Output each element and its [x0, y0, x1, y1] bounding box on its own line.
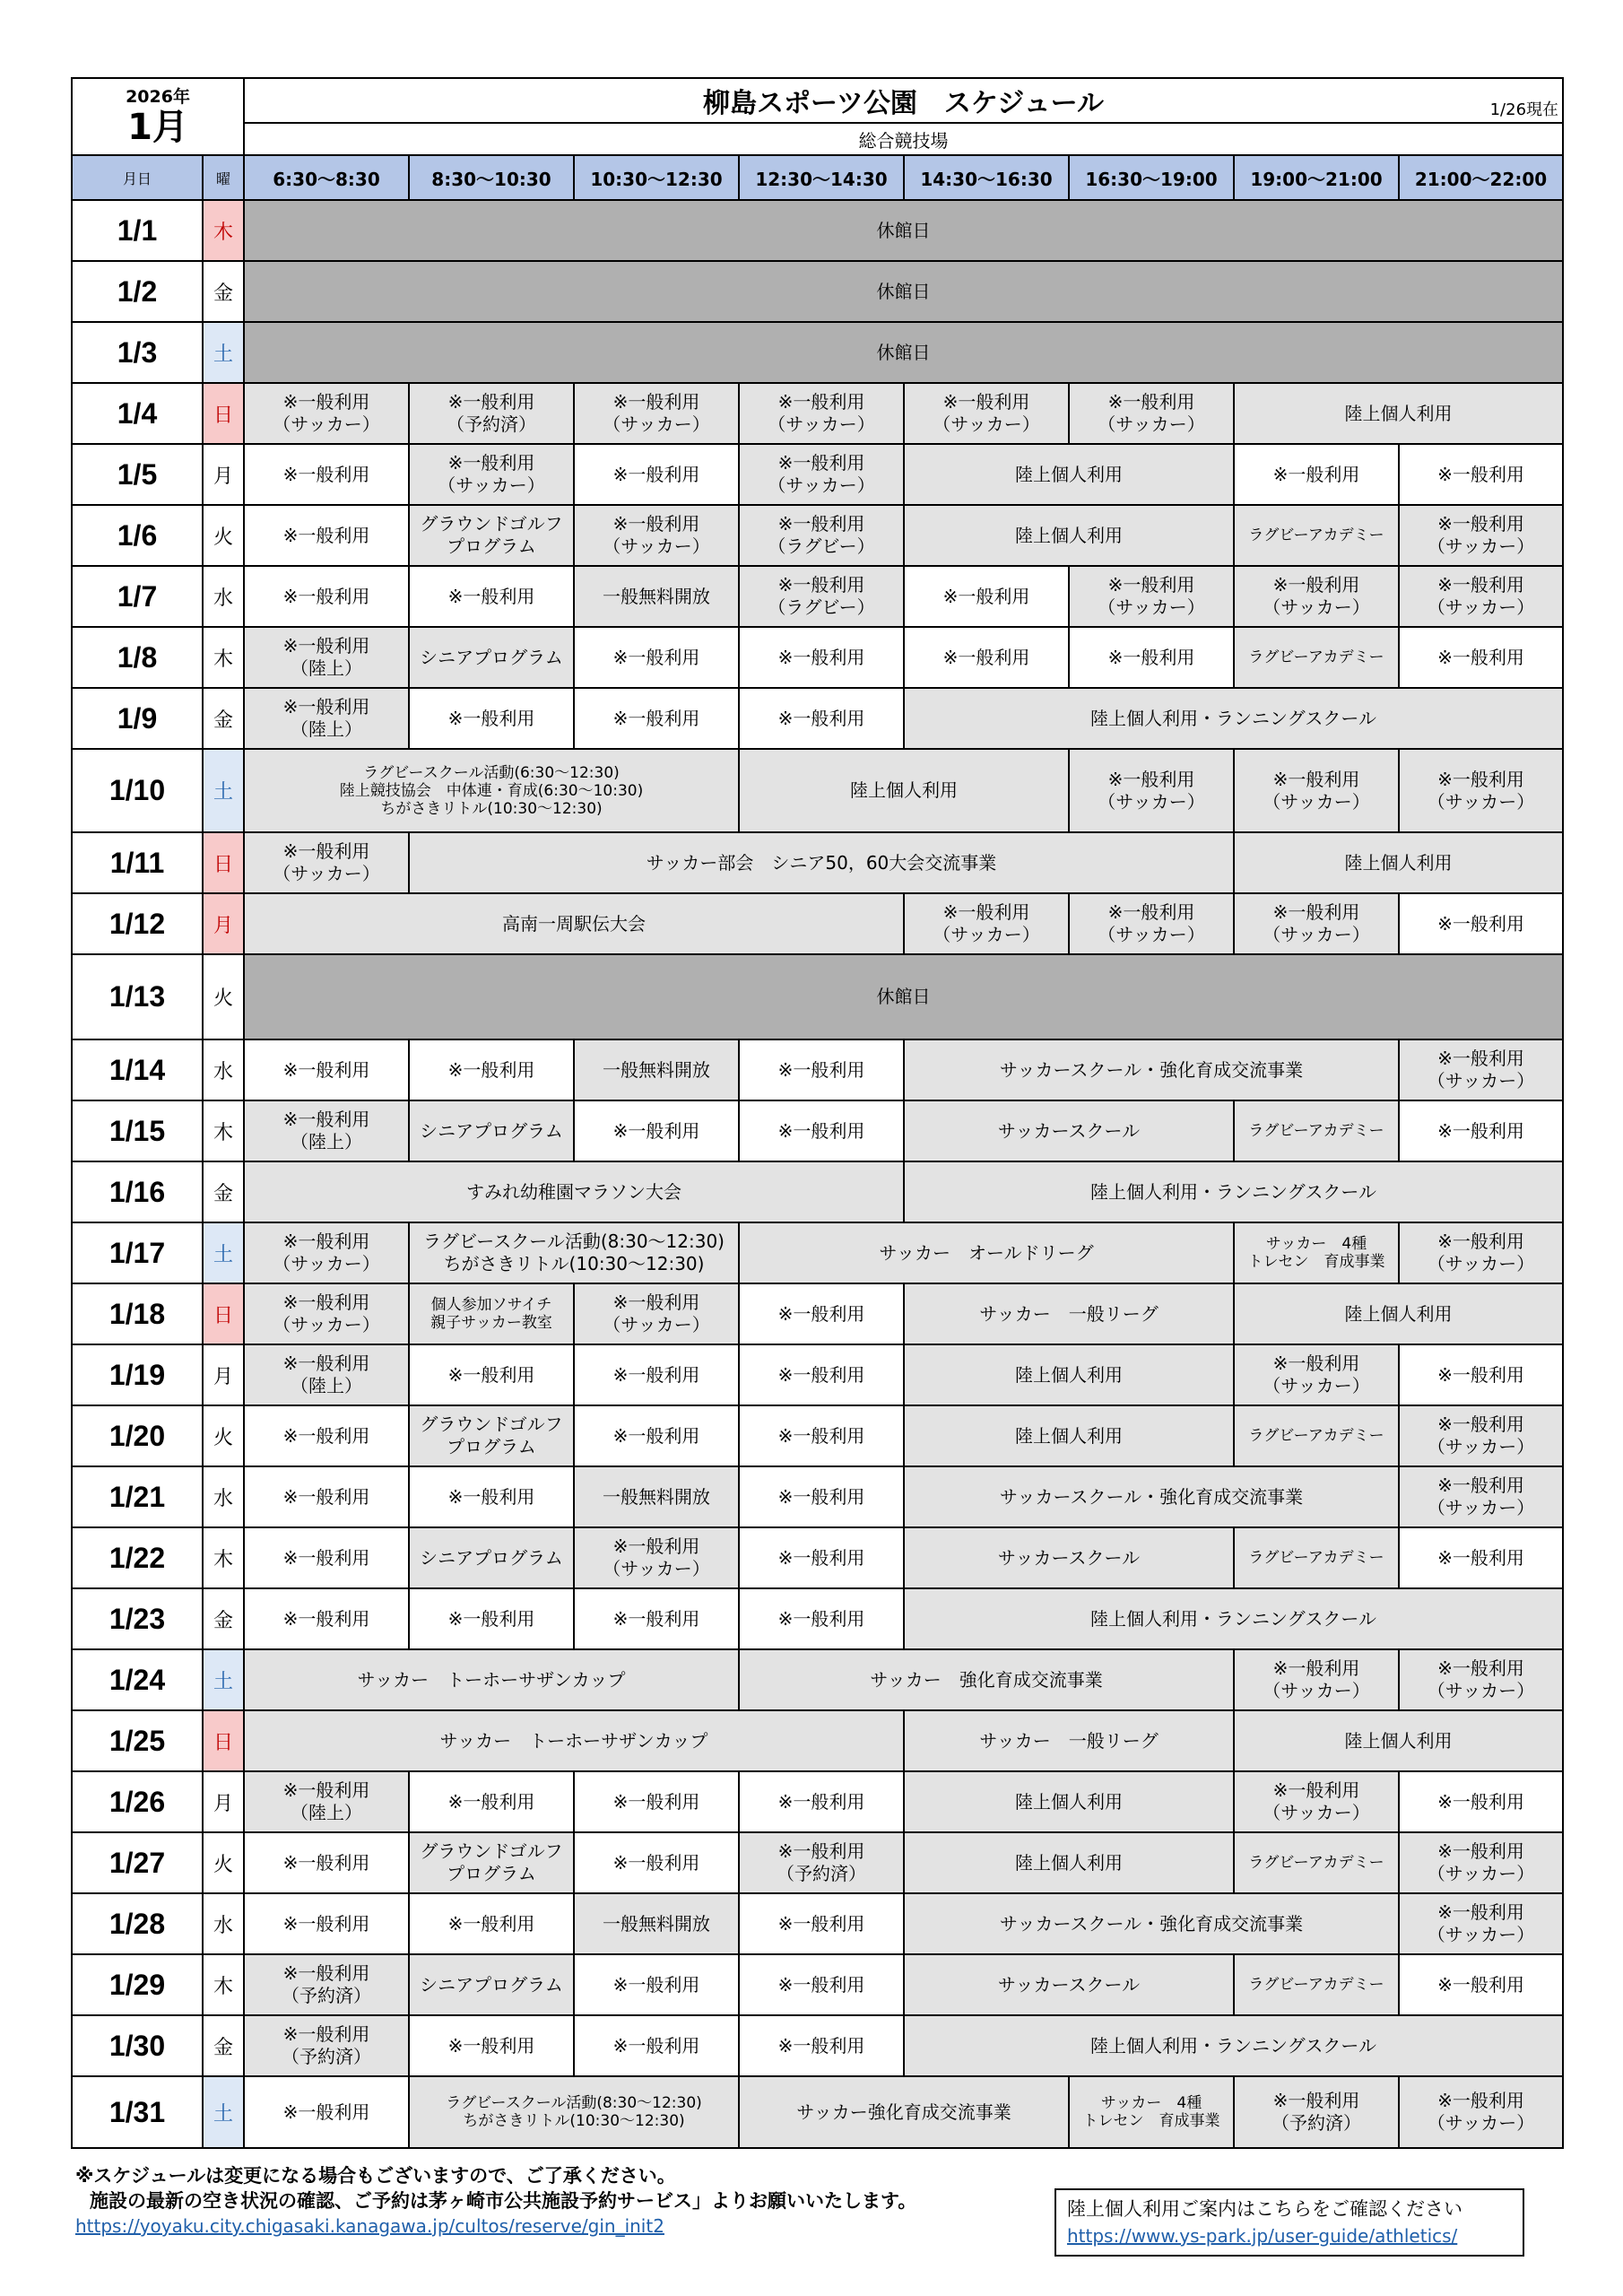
schedule-slot: ラグビースクール活動(8:30～12:30) ちがさきリトル(10:30～12:30): [409, 1222, 739, 1283]
date-cell: 1/20: [72, 1405, 203, 1466]
weekday-cell: 木: [203, 1527, 244, 1588]
weekday-cell: 木: [203, 200, 244, 261]
schedule-slot: グラウンドゴルフ プログラム: [409, 1405, 574, 1466]
col-header-time-6: 16:30～19:00: [1069, 155, 1234, 200]
schedule-slot: ※一般利用: [574, 1405, 739, 1466]
schedule-slot: シニアプログラム: [409, 1527, 574, 1588]
date-cell: 1/10: [72, 749, 203, 832]
schedule-slot: 陸上個人利用: [1234, 1710, 1563, 1771]
schedule-row: [72, 1771, 1563, 1832]
schedule-slot: ※一般利用 （サッカー）: [1069, 749, 1234, 832]
schedule-row: [72, 893, 1563, 954]
schedule-slot: ※一般利用: [1069, 627, 1234, 688]
schedule-slot: ※一般利用 （サッカー）: [1399, 1039, 1563, 1100]
schedule-slot: ※一般利用: [574, 688, 739, 749]
weekday-cell: 月: [203, 444, 244, 505]
schedule-slot: ※一般利用 （サッカー）: [244, 383, 409, 444]
schedule-slot: ※一般利用 （サッカー）: [1399, 1405, 1563, 1466]
schedule-row: [72, 1100, 1563, 1161]
schedule-slot: 陸上個人利用: [904, 1771, 1234, 1832]
schedule-slot: ※一般利用: [1234, 444, 1399, 505]
schedule-slot: ※一般利用: [739, 1466, 904, 1527]
schedule-slot: ※一般利用 （サッカー）: [1234, 566, 1399, 627]
schedule-row: [72, 200, 1563, 261]
schedule-slot: ※一般利用 （サッカー）: [1399, 749, 1563, 832]
date-cell: 1/17: [72, 1222, 203, 1283]
date-cell: 1/23: [72, 1588, 203, 1649]
schedule-row: [72, 1466, 1563, 1527]
schedule-slot: ラグビーアカデミー: [1234, 1527, 1399, 1588]
schedule-slot: サッカー 強化育成交流事業: [739, 1649, 1234, 1710]
schedule-slot: ※一般利用: [244, 1527, 409, 1588]
schedule-slot: シニアプログラム: [409, 1954, 574, 2015]
schedule-row: [72, 2076, 1563, 2148]
schedule-row: [72, 322, 1563, 383]
date-cell: 1/1: [72, 200, 203, 261]
month-label: 1月: [127, 107, 188, 148]
schedule-slot: ※一般利用: [739, 1893, 904, 1954]
date-cell: 1/13: [72, 954, 203, 1039]
schedule-slot: ※一般利用: [739, 1588, 904, 1649]
schedule-slot: グラウンドゴルフ プログラム: [409, 1832, 574, 1893]
schedule-row: [72, 1283, 1563, 1344]
weekday-cell: 木: [203, 1100, 244, 1161]
weekday-cell: 日: [203, 832, 244, 893]
schedule-slot: シニアプログラム: [409, 1100, 574, 1161]
schedule-slot: ※一般利用: [904, 566, 1069, 627]
athletics-guide-link[interactable]: https://www.ys-park.jp/user-guide/athletics/: [1067, 2225, 1458, 2247]
schedule-row: [72, 1039, 1563, 1100]
date-cell: 1/29: [72, 1954, 203, 2015]
schedule-row: [72, 1893, 1563, 1954]
schedule-slot: すみれ幼稚園マラソン大会: [244, 1161, 904, 1222]
schedule-slot: ※一般利用: [409, 1771, 574, 1832]
schedule-slot: ※一般利用 （サッカー）: [574, 505, 739, 566]
date-cell: 1/6: [72, 505, 203, 566]
schedule-slot: ※一般利用: [244, 1405, 409, 1466]
schedule-row: [72, 832, 1563, 893]
date-cell: 1/11: [72, 832, 203, 893]
schedule-slot: 陸上個人利用・ランニングスクール: [904, 1161, 1563, 1222]
weekday-cell: 水: [203, 1039, 244, 1100]
schedule-body: [72, 78, 1563, 2148]
athletics-info-text: 陸上個人利用ご案内はこちらをご確認ください: [1067, 2198, 1462, 2220]
weekday-cell: 木: [203, 1954, 244, 2015]
date-cell: 1/14: [72, 1039, 203, 1100]
schedule-slot: サッカースクール・強化育成交流事業: [904, 1466, 1399, 1527]
schedule-slot: 陸上個人利用: [1234, 832, 1563, 893]
schedule-slot: サッカー 4種 トレセン 育成事業: [1069, 2076, 1234, 2148]
schedule-slot: サッカースクール: [904, 1527, 1234, 1588]
schedule-slot: ※一般利用: [409, 1893, 574, 1954]
weekday-cell: 日: [203, 1283, 244, 1344]
column-header-row: [72, 155, 1563, 200]
col-header-time-3: 10:30～12:30: [574, 155, 739, 200]
weekday-cell: 日: [203, 1710, 244, 1771]
date-cell: 1/28: [72, 1893, 203, 1954]
date-cell: 1/5: [72, 444, 203, 505]
schedule-slot: ※一般利用: [574, 627, 739, 688]
schedule-slot: ※一般利用: [1399, 1771, 1563, 1832]
weekday-cell: 土: [203, 1222, 244, 1283]
footer-note-1: ※スケジュールは変更になる場合もございますので、ご了承ください。: [75, 2165, 676, 2187]
schedule-slot: ※一般利用 （予約済）: [244, 2015, 409, 2076]
schedule-row: [72, 1527, 1563, 1588]
date-cell: 1/8: [72, 627, 203, 688]
schedule-slot: ※一般利用: [739, 1405, 904, 1466]
schedule-row: [72, 566, 1563, 627]
schedule-slot: ※一般利用 （陸上）: [244, 1100, 409, 1161]
col-header-time-2: 8:30～10:30: [409, 155, 574, 200]
schedule-slot: ※一般利用 （サッカー）: [244, 1222, 409, 1283]
schedule-slot: 陸上個人利用・ランニングスクール: [904, 688, 1563, 749]
schedule-slot: ※一般利用: [409, 1588, 574, 1649]
weekday-cell: 水: [203, 566, 244, 627]
schedule-table: [71, 77, 1564, 2149]
weekday-cell: 日: [203, 383, 244, 444]
date-cell: 1/24: [72, 1649, 203, 1710]
schedule-slot: ※一般利用: [409, 1344, 574, 1405]
schedule-row: [72, 1710, 1563, 1771]
weekday-cell: 火: [203, 954, 244, 1039]
schedule-slot: 陸上個人利用: [904, 1832, 1234, 1893]
schedule-slot: ラグビーアカデミー: [1234, 1100, 1399, 1161]
schedule-slot: 陸上個人利用: [739, 749, 1069, 832]
schedule-row: [72, 1649, 1563, 1710]
col-header-time-7: 19:00～21:00: [1234, 155, 1399, 200]
schedule-slot: ※一般利用 （サッカー）: [1399, 566, 1563, 627]
schedule-slot: ※一般利用 （サッカー）: [1234, 1771, 1399, 1832]
schedule-slot: ※一般利用: [244, 1039, 409, 1100]
date-cell: 1/21: [72, 1466, 203, 1527]
schedule-slot: サッカー強化育成交流事業: [739, 2076, 1069, 2148]
schedule-slot: ※一般利用: [409, 566, 574, 627]
schedule-slot: ※一般利用: [244, 2076, 409, 2148]
weekday-cell: 月: [203, 1344, 244, 1405]
weekday-cell: 木: [203, 627, 244, 688]
schedule-slot: ラグビーアカデミー: [1234, 505, 1399, 566]
schedule-slot: ラグビースクール活動(8:30～12:30) ちがさきリトル(10:30～12:30): [409, 2076, 739, 2148]
schedule-slot: ラグビーアカデミー: [1234, 1405, 1399, 1466]
schedule-row: [72, 261, 1563, 322]
schedule-slot: ※一般利用: [1399, 444, 1563, 505]
schedule-slot: ※一般利用 （ラグビー）: [739, 566, 904, 627]
schedule-row: [72, 444, 1563, 505]
schedule-row: [72, 1344, 1563, 1405]
schedule-slot: シニアプログラム: [409, 627, 574, 688]
schedule-slot: サッカースクール: [904, 1100, 1234, 1161]
reservation-link[interactable]: https://yoyaku.city.chigasaki.kanagawa.jp/cultos/reserve/gin_init2: [75, 2215, 664, 2237]
facility-name: 総合競技場: [244, 123, 1563, 155]
schedule-slot: サッカースクール・強化育成交流事業: [904, 1893, 1399, 1954]
schedule-slot: ※一般利用: [739, 1283, 904, 1344]
date-cell: 1/19: [72, 1344, 203, 1405]
schedule-slot: ※一般利用 （サッカー）: [244, 1283, 409, 1344]
schedule-slot: ※一般利用: [1399, 1954, 1563, 2015]
schedule-row: [72, 1161, 1563, 1222]
closed-day-cell: 休館日: [244, 954, 1563, 1039]
schedule-slot: ※一般利用 （サッカー）: [1234, 749, 1399, 832]
schedule-slot: ※一般利用: [1399, 1527, 1563, 1588]
schedule-slot: サッカー トーホーサザンカップ: [244, 1710, 904, 1771]
schedule-slot: ※一般利用 （サッカー）: [739, 383, 904, 444]
schedule-slot: ※一般利用: [244, 566, 409, 627]
schedule-slot: ※一般利用: [574, 1588, 739, 1649]
athletics-info-box: [1055, 2188, 1524, 2257]
schedule-slot: ※一般利用 （予約済）: [739, 1832, 904, 1893]
schedule-slot: ※一般利用 （サッカー）: [1399, 505, 1563, 566]
closed-day-cell: 休館日: [244, 261, 1563, 322]
schedule-slot: ※一般利用: [409, 2015, 574, 2076]
schedule-slot: ※一般利用 （サッカー）: [1399, 1893, 1563, 1954]
schedule-slot: ※一般利用: [739, 1100, 904, 1161]
schedule-slot: 陸上個人利用: [1234, 1283, 1563, 1344]
schedule-slot: ※一般利用 （予約済）: [244, 1954, 409, 2015]
date-cell: 1/9: [72, 688, 203, 749]
weekday-cell: 金: [203, 688, 244, 749]
schedule-row: [72, 1832, 1563, 1893]
schedule-row: [72, 1405, 1563, 1466]
weekday-cell: 土: [203, 1649, 244, 1710]
schedule-row: [72, 505, 1563, 566]
date-cell: 1/31: [72, 2076, 203, 2148]
weekday-cell: 金: [203, 2015, 244, 2076]
date-cell: 1/3: [72, 322, 203, 383]
schedule-slot: ※一般利用 （陸上）: [244, 1344, 409, 1405]
title-cell: [244, 78, 1563, 123]
schedule-slot: ※一般利用 （陸上）: [244, 688, 409, 749]
footer-notes: [75, 2163, 916, 2239]
schedule-slot: 陸上個人利用: [904, 444, 1234, 505]
date-cell: 1/26: [72, 1771, 203, 1832]
schedule-slot: ※一般利用: [739, 1954, 904, 2015]
schedule-slot: サッカー トーホーサザンカップ: [244, 1649, 739, 1710]
date-cell: 1/27: [72, 1832, 203, 1893]
year-label: 2026年: [126, 87, 190, 107]
schedule-slot: 一般無料開放: [574, 1466, 739, 1527]
date-cell: 1/15: [72, 1100, 203, 1161]
schedule-slot: ※一般利用: [739, 688, 904, 749]
schedule-slot: ※一般利用 （サッカー）: [1069, 893, 1234, 954]
schedule-slot: ※一般利用 （サッカー）: [1399, 1466, 1563, 1527]
schedule-slot: ※一般利用 （サッカー）: [1234, 893, 1399, 954]
schedule-slot: ※一般利用 （サッカー）: [1399, 1222, 1563, 1283]
schedule-slot: ※一般利用 （サッカー）: [409, 444, 574, 505]
weekday-cell: 火: [203, 1405, 244, 1466]
col-header-time-4: 12:30～14:30: [739, 155, 904, 200]
schedule-slot: ※一般利用: [244, 444, 409, 505]
date-cell: 1/12: [72, 893, 203, 954]
schedule-slot: ※一般利用: [244, 1466, 409, 1527]
schedule-slot: サッカースクール: [904, 1954, 1234, 2015]
schedule-slot: ※一般利用: [574, 1344, 739, 1405]
col-header-time-8: 21:00～22:00: [1399, 155, 1563, 200]
schedule-row: [72, 688, 1563, 749]
schedule-slot: ※一般利用: [739, 2015, 904, 2076]
col-header-dow: 曜: [203, 155, 244, 200]
schedule-slot: ※一般利用 （サッカー）: [904, 893, 1069, 954]
schedule-slot: 一般無料開放: [574, 1039, 739, 1100]
schedule-slot: 陸上個人利用: [904, 1344, 1234, 1405]
schedule-slot: グラウンドゴルフ プログラム: [409, 505, 574, 566]
weekday-cell: 土: [203, 322, 244, 383]
schedule-slot: 陸上個人利用: [1234, 383, 1563, 444]
schedule-slot: サッカー部会 シニア50，60大会交流事業: [409, 832, 1234, 893]
schedule-slot: ※一般利用: [904, 627, 1069, 688]
schedule-slot: ※一般利用 （陸上）: [244, 1771, 409, 1832]
schedule-slot: ラグビーアカデミー: [1234, 1954, 1399, 2015]
schedule-slot: ※一般利用 （サッカー）: [1234, 1344, 1399, 1405]
schedule-slot: ※一般利用 （陸上）: [244, 627, 409, 688]
schedule-slot: ※一般利用: [739, 1039, 904, 1100]
schedule-slot: ※一般利用: [574, 1954, 739, 2015]
schedule-slot: ※一般利用: [1399, 627, 1563, 688]
schedule-slot: ラグビーアカデミー: [1234, 627, 1399, 688]
schedule-slot: ※一般利用: [739, 1344, 904, 1405]
schedule-slot: ※一般利用: [409, 688, 574, 749]
schedule-slot: ※一般利用: [574, 1832, 739, 1893]
schedule-row: [72, 749, 1563, 832]
date-cell: 1/4: [72, 383, 203, 444]
footer-note-2: 施設の最新の空き状況の確認、ご予約は茅ヶ崎市公共施設予約サービス」よりお願いいたします。: [90, 2190, 917, 2212]
schedule-slot: ※一般利用: [1399, 893, 1563, 954]
schedule-slot: ※一般利用 （サッカー）: [1399, 1832, 1563, 1893]
schedule-slot: サッカー 一般リーグ: [904, 1283, 1234, 1344]
date-cell: 1/18: [72, 1283, 203, 1344]
schedule-slot: サッカー 一般リーグ: [904, 1710, 1234, 1771]
schedule-slot: ※一般利用 （サッカー）: [1399, 1649, 1563, 1710]
schedule-slot: 一般無料開放: [574, 1893, 739, 1954]
closed-day-cell: 休館日: [244, 200, 1563, 261]
schedule-row: [72, 383, 1563, 444]
weekday-cell: 水: [203, 1893, 244, 1954]
schedule-slot: ※一般利用 （予約済）: [409, 383, 574, 444]
schedule-slot: ※一般利用: [244, 1893, 409, 1954]
schedule-slot: ※一般利用: [574, 444, 739, 505]
schedule-slot: ※一般利用 （ラグビー）: [739, 505, 904, 566]
schedule-slot: ※一般利用 （サッカー）: [1399, 2076, 1563, 2148]
schedule-slot: ※一般利用 （サッカー）: [1069, 383, 1234, 444]
schedule-slot: ※一般利用: [1399, 1344, 1563, 1405]
date-cell: 1/7: [72, 566, 203, 627]
schedule-slot: 陸上個人利用・ランニングスクール: [904, 1588, 1563, 1649]
schedule-row: [72, 1954, 1563, 2015]
weekday-cell: 金: [203, 1588, 244, 1649]
col-header-time-5: 14:30～16:30: [904, 155, 1069, 200]
schedule-slot: ※一般利用 （サッカー）: [574, 383, 739, 444]
schedule-row: [72, 627, 1563, 688]
weekday-cell: 土: [203, 749, 244, 832]
date-cell: 1/22: [72, 1527, 203, 1588]
schedule-slot: ※一般利用: [739, 627, 904, 688]
schedule-slot: サッカー 4種 トレセン 育成事業: [1234, 1222, 1399, 1283]
schedule-slot: ※一般利用: [574, 1100, 739, 1161]
date-cell: 1/30: [72, 2015, 203, 2076]
schedule-slot: ※一般利用: [574, 1771, 739, 1832]
schedule-slot: 陸上個人利用・ランニングスクール: [904, 2015, 1563, 2076]
as-of-date: 1/26現在: [1489, 100, 1559, 119]
schedule-slot: ※一般利用: [244, 1832, 409, 1893]
schedule-row: [72, 1222, 1563, 1283]
schedule-slot: ※一般利用: [409, 1039, 574, 1100]
schedule-slot: ※一般利用 （サッカー）: [574, 1283, 739, 1344]
schedule-slot: ※一般利用: [1399, 1100, 1563, 1161]
date-cell: 1/25: [72, 1710, 203, 1771]
col-header-date: 月日: [72, 155, 203, 200]
schedule-slot: サッカー オールドリーグ: [739, 1222, 1234, 1283]
schedule-slot: ※一般利用 （サッカー）: [904, 383, 1069, 444]
year-month-cell: [72, 78, 244, 155]
schedule-slot: ※一般利用 （サッカー）: [1069, 566, 1234, 627]
date-cell: 1/16: [72, 1161, 203, 1222]
date-cell: 1/2: [72, 261, 203, 322]
schedule-slot: ※一般利用: [244, 505, 409, 566]
schedule-slot: ※一般利用: [739, 1771, 904, 1832]
schedule-slot: 陸上個人利用: [904, 505, 1234, 566]
schedule-slot: ※一般利用: [574, 2015, 739, 2076]
weekday-cell: 金: [203, 261, 244, 322]
page-title: 柳島スポーツ公園 スケジュール: [703, 88, 1105, 119]
schedule-slot: サッカースクール・強化育成交流事業: [904, 1039, 1399, 1100]
schedule-row: [72, 2015, 1563, 2076]
schedule-slot: ※一般利用: [409, 1466, 574, 1527]
schedule-slot: ※一般利用: [244, 1588, 409, 1649]
schedule-row: [72, 1588, 1563, 1649]
weekday-cell: 土: [203, 2076, 244, 2148]
schedule-slot: ※一般利用 （サッカー）: [574, 1527, 739, 1588]
weekday-cell: 金: [203, 1161, 244, 1222]
weekday-cell: 火: [203, 1832, 244, 1893]
schedule-slot: ※一般利用 （予約済）: [1234, 2076, 1399, 2148]
weekday-cell: 水: [203, 1466, 244, 1527]
schedule-row: [72, 954, 1563, 1039]
schedule-slot: ※一般利用 （サッカー）: [244, 832, 409, 893]
schedule-slot: ※一般利用 （サッカー）: [739, 444, 904, 505]
schedule-slot: 陸上個人利用: [904, 1405, 1234, 1466]
schedule-slot: 一般無料開放: [574, 566, 739, 627]
schedule-slot: 高南一周駅伝大会: [244, 893, 904, 954]
closed-day-cell: 休館日: [244, 322, 1563, 383]
schedule-slot: ラグビーアカデミー: [1234, 1832, 1399, 1893]
weekday-cell: 月: [203, 1771, 244, 1832]
schedule-slot: ラグビースクール活動(6:30～12:30) 陸上競技協会 中体連・育成(6:30～10:30) ちがさきリトル(10:30～12:30): [244, 749, 739, 832]
weekday-cell: 火: [203, 505, 244, 566]
schedule-slot: 個人参加ソサイチ 親子サッカー教室: [409, 1283, 574, 1344]
col-header-time-1: 6:30～8:30: [244, 155, 409, 200]
schedule-slot: ※一般利用: [739, 1527, 904, 1588]
weekday-cell: 月: [203, 893, 244, 954]
schedule-slot: ※一般利用 （サッカー）: [1234, 1649, 1399, 1710]
